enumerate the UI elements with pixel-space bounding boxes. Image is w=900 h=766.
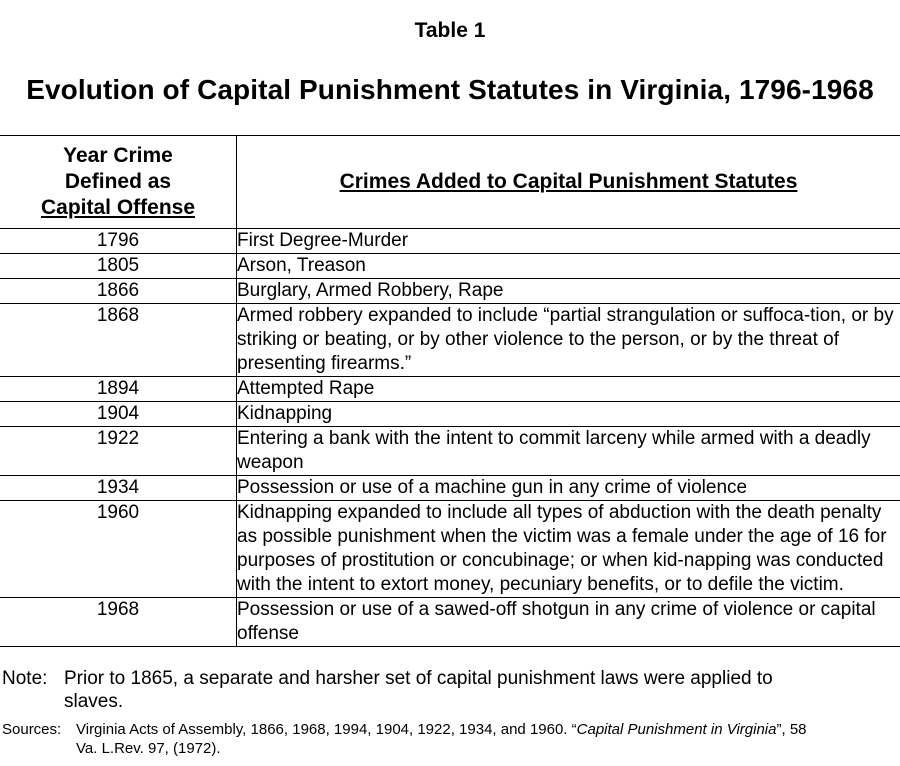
table-row xyxy=(0,501,900,598)
footnote-continuation: slaves. xyxy=(64,691,124,712)
sources-text: Virginia Acts of Assembly, 1866, 1968, 1994, 1904, 1922, 1934, and 1960. “ xyxy=(76,721,577,738)
table-row xyxy=(0,377,900,402)
sources-line xyxy=(2,720,898,739)
statutes-table xyxy=(0,135,900,647)
footnote-prefix: Note: xyxy=(2,668,48,689)
sources-continuation: Va. L.Rev. 97, (1972). xyxy=(76,740,221,757)
crime-cell: First Degree-Murder xyxy=(237,229,900,254)
table-row xyxy=(0,304,900,377)
table-row xyxy=(0,254,900,279)
year-cell: 1960 xyxy=(0,501,237,598)
crimes-column-header xyxy=(237,136,900,229)
year-cell: 1934 xyxy=(0,476,237,501)
year-cell: 1805 xyxy=(0,254,237,279)
table-row xyxy=(0,598,900,647)
year-cell: 1868 xyxy=(0,304,237,377)
sources-text-end: ”, 58 xyxy=(776,721,807,738)
year-cell: 1922 xyxy=(0,427,237,476)
sources-citation xyxy=(2,720,898,758)
crime-cell: Burglary, Armed Robbery, Rape xyxy=(237,279,900,304)
year-column-header xyxy=(0,136,237,229)
year-cell: 1904 xyxy=(0,402,237,427)
year-cell: 1866 xyxy=(0,279,237,304)
crime-cell: Entering a bank with the intent to commit larceny while armed with a deadly weapon xyxy=(237,427,900,476)
crime-cell: Possession or use of a machine gun in any crime of violence xyxy=(237,476,900,501)
year-header-line: Capital Offense xyxy=(40,196,196,219)
crime-cell: Armed robbery expanded to include “partial strangulation or suffoca-tion, or by striking or beating, or by other violence to the person, or by the threat of presenting firearms.” xyxy=(237,304,900,377)
table-row xyxy=(0,476,900,501)
year-cell: 1968 xyxy=(0,598,237,647)
crime-cell: Attempted Rape xyxy=(237,377,900,402)
table-row xyxy=(0,229,900,254)
table-row xyxy=(0,279,900,304)
footnote xyxy=(2,667,898,713)
year-header-line: Year Crime xyxy=(63,144,173,167)
table-header-row xyxy=(0,136,900,229)
crime-cell: Possession or use of a sawed-off shotgun in any crime of violence or capital offense xyxy=(237,598,900,647)
footnote-line xyxy=(2,667,898,690)
table-label: Table 1 xyxy=(414,19,486,42)
crime-cell: Kidnapping expanded to include all types of abduction with the death penalty as possible punishment when the victim was a female under the age of 16 for purposes of prostitution or concubinage; or when kid-napping was conducted with the intent to extort money, pecuniary benefits, or to defile the victim. xyxy=(237,501,900,598)
table-row xyxy=(0,402,900,427)
year-cell: 1796 xyxy=(0,229,237,254)
crime-cell: Arson, Treason xyxy=(237,254,900,279)
sources-prefix: Sources: xyxy=(2,721,62,738)
table-row xyxy=(0,427,900,476)
footnote-text: Prior to 1865, a separate and harsher set of capital punishment laws were applied to xyxy=(64,668,773,689)
sources-article-title: Capital Punishment in Virginia xyxy=(576,721,777,738)
page-title: Evolution of Capital Punishment Statutes in Virginia, 1796-1968 xyxy=(26,74,874,105)
crime-cell: Kidnapping xyxy=(237,402,900,427)
crimes-header-text: Crimes Added to Capital Punishment Statutes xyxy=(339,170,798,193)
year-cell: 1894 xyxy=(0,377,237,402)
year-header-line: Defined as xyxy=(64,170,172,193)
